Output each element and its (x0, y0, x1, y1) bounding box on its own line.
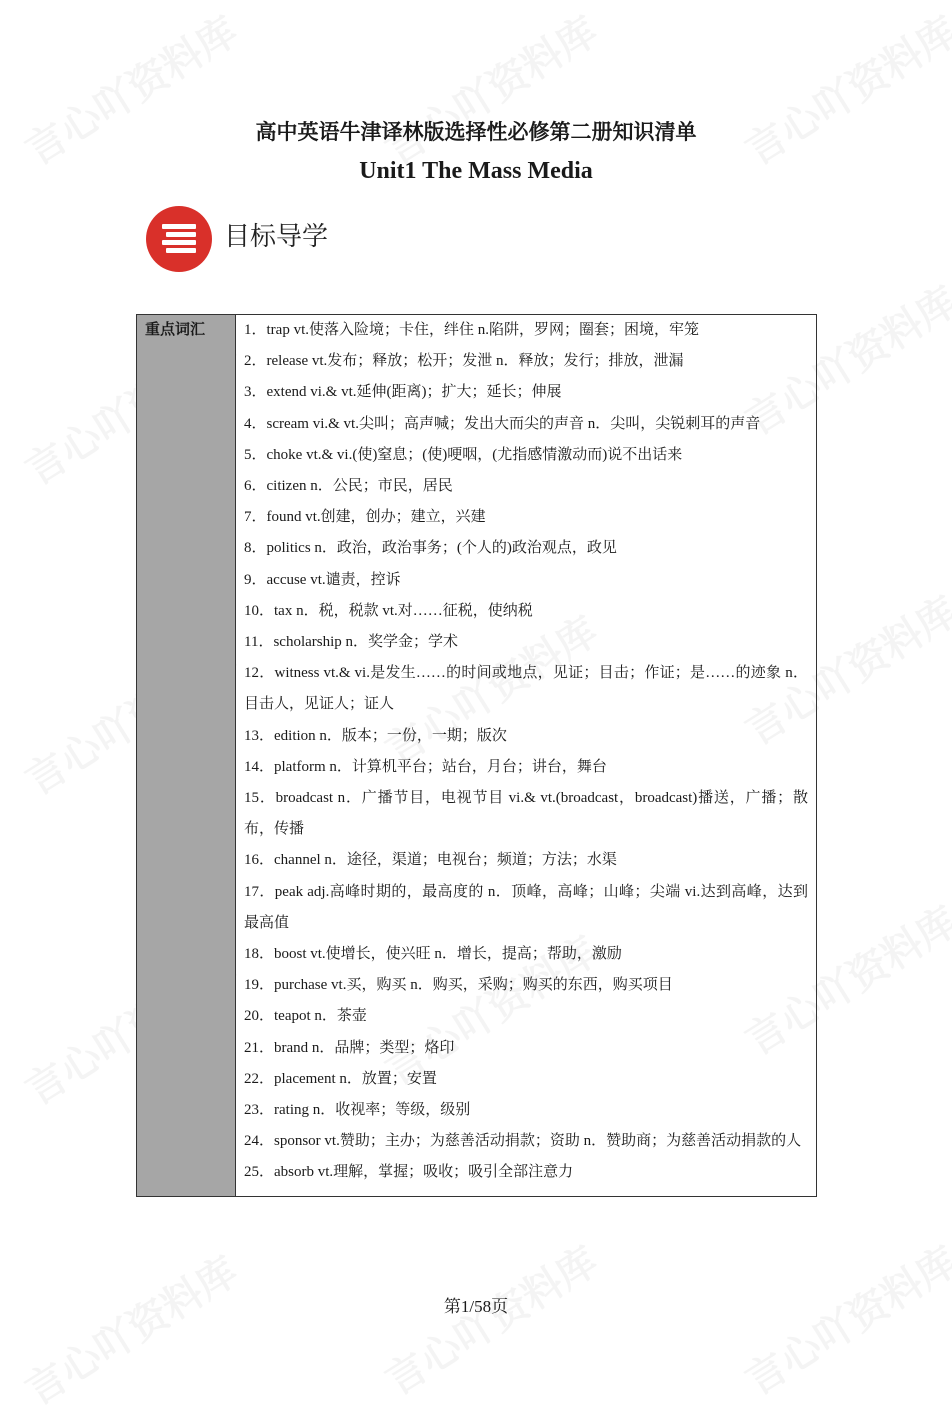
vocab-entry: 16．channel n．途径，渠道；电视台；频道；方法；水渠 (244, 852, 617, 869)
vocab-entry: 12．witness vt.& vi.是发生……的时间或地点，见证；目击；作证；是……的迹象 n．目击人，见证人；证人 (244, 665, 808, 713)
section-header (146, 206, 328, 272)
vocab-entry: 24．sponsor vt.赞助；主办；为慈善活动捐款；资助 n．赞助商；为慈善活动捐款的人 (244, 1133, 802, 1150)
section-label: 目标导学 (224, 221, 329, 252)
vocab-entry: 7．found vt.创建，创办；建立，兴建 (244, 509, 486, 526)
vocab-entry: 8．politics n．政治，政治事务；(个人的)政治观点，政见 (244, 540, 617, 557)
unit-title: Unit1 The Mass Media (359, 158, 593, 184)
vocabulary-table (136, 314, 817, 1197)
vocab-entry: 5．choke vt.& vi.(使)窒息；(使)哽咽，(尤指感情激动而)说不出话来 (244, 446, 683, 463)
watermark-text (13, 1241, 247, 1416)
vocab-entry: 25．absorb vt.理解，掌握；吸收；吸引全部注意力 (244, 1164, 574, 1181)
page-number: 第1/58页 (443, 1297, 509, 1316)
watermark-text (373, 1, 607, 177)
vocab-entry: 3．extend vi.& vt.延伸(距离)；扩大；延长；伸展 (244, 384, 562, 401)
entry-list (236, 315, 817, 1197)
vocab-entry: 19．purchase vt.买，购买 n．购买，采购；购买的东西，购买项目 (244, 977, 673, 994)
vocab-entry: 23．rating n．收视率；等级，级别 (244, 1102, 471, 1119)
vocab-entry: 6．citizen n．公民；市民，居民 (244, 478, 453, 495)
watermark-text (373, 1231, 607, 1407)
vocab-entry: 14．platform n．计算机平台；站台，月台；讲台，舞台 (244, 758, 607, 775)
vocab-entry: 10．tax n．税，税款 vt.对……征税，使纳税 (244, 602, 533, 619)
vocab-entry: 9．accuse vt.谴责，控诉 (244, 571, 401, 588)
vocab-entry: 13．edition n．版本；一份，一期；版次 (244, 727, 507, 744)
vocab-entry: 4．scream vi.& vt.尖叫；高声喊；发出大而尖的声音 n．尖叫，尖锐刺耳的声音 (244, 415, 761, 432)
watermark-text (733, 1231, 952, 1407)
books-icon (146, 206, 212, 272)
vocab-entry: 18．boost vt.使增长，使兴旺 n．增长，提高；帮助，激励 (244, 946, 622, 963)
vocab-entry: 2．release vt.发布；释放；松开；发泄 n．释放；发行；排放，泄漏 (244, 353, 684, 370)
category-cell: 重点词汇 (137, 315, 236, 1197)
vocab-entry: 20．teapot n．茶壶 (244, 1008, 367, 1025)
vocab-entry: 21．brand n．品牌；类型；烙印 (244, 1039, 455, 1056)
watermark-text (733, 1, 952, 177)
watermark-text (13, 1, 247, 177)
vocab-entry: 1．trap vt.使落入险境；卡住，绊住 n.陷阱，罗网；圈套；困境，牢笼 (244, 322, 699, 338)
document-title: 高中英语牛津译林版选择性必修第二册知识清单 (255, 120, 697, 144)
vocab-entry: 15．broadcast n．广播节目，电视节目 vi.& vt.(broadcast，broadcast)播送，广播；散布，传播 (244, 790, 808, 838)
vocab-entry: 17．peak adj.高峰时期的，最高度的 n．顶峰，高峰；山峰；尖端 vi.达到高峰，达到最高值 (244, 883, 808, 931)
vocab-entry: 22．placement n．放置；安置 (244, 1070, 437, 1087)
vocab-entry: 11．scholarship n．奖学金；学术 (244, 634, 459, 651)
